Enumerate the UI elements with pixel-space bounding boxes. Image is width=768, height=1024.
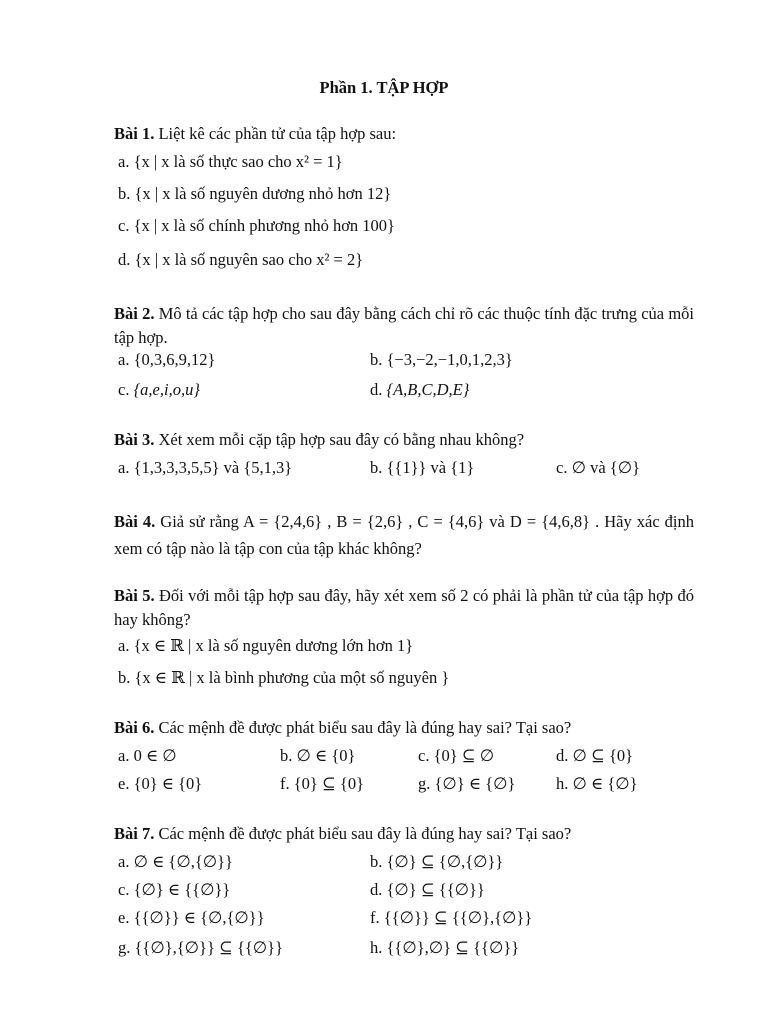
- exercise-1-question: [114, 122, 694, 146]
- exercise-1-item-a-expr: {x | x là số thực sao cho x² = 1}: [133, 152, 343, 171]
- exercise-3: [114, 428, 694, 452]
- exercise-7-item-a: a. ∅ ∈ {∅,{∅}}: [118, 852, 233, 871]
- exercise-1-text: Liệt kê các phần tử của tập hợp sau:: [158, 124, 397, 143]
- exercise-3-text: Xét xem mỗi cặp tập hợp sau đây có bằng nhau không?: [158, 430, 525, 449]
- exercise-1: [114, 122, 694, 146]
- exercise-1-item-b: b. {x | x là số nguyên dương nhỏ hơn 12}: [118, 184, 392, 203]
- exercise-7-item-f: f. {{∅}} ⊆ {{∅},{∅}}: [370, 908, 533, 927]
- exercise-7: [114, 822, 694, 846]
- exercise-5-item-b: b. {x ∈ ℝ | x là bình phương của một số nguyên }: [118, 668, 450, 687]
- exercise-2-question: [114, 302, 694, 350]
- exercise-3-label: Bài 3.: [114, 430, 155, 449]
- exercise-7-item-e: e. {{∅}} ∈ {∅,{∅}}: [118, 908, 265, 927]
- exercise-3-item-b: b. {{1}} và {1}: [370, 458, 475, 477]
- exercise-6-item-a: a. 0 ∈ ∅: [118, 746, 177, 765]
- exercise-1-item-d-expr: {x | x là số nguyên sao cho x² = 2}: [134, 250, 364, 269]
- exercise-1-item-d: d. {x | x là số nguyên sao cho x² = 2}: [118, 250, 364, 269]
- exercise-3-item-a: a. {1,3,3,3,5,5} và {5,1,3}: [118, 458, 293, 477]
- exercise-2-text: Mô tả các tập hợp cho sau đây bằng cách chỉ rõ các thuộc tính đặc trưng của mỗi tập hợp.: [114, 304, 695, 347]
- exercise-6-question: [114, 716, 694, 740]
- exercise-6-item-d: d. ∅ ⊆ {0}: [556, 746, 634, 765]
- exercise-1-item-c: c. {x | x là số chính phương nhỏ hơn 100}: [118, 216, 395, 235]
- exercise-7-item-c: c. {∅} ∈ {{∅}}: [118, 880, 231, 899]
- exercise-5-label: Bài 5.: [114, 586, 155, 605]
- page-title: Phần 1. TẬP HỢP: [319, 78, 449, 97]
- exercise-6-item-h: h. ∅ ∈ {∅}: [556, 774, 638, 793]
- exercise-7-item-h: h. {{∅},∅} ⊆ {{∅}}: [370, 938, 520, 957]
- exercise-2-item-c: c. {a,e,i,o,u}: [118, 380, 200, 399]
- exercise-4-question: [114, 508, 694, 562]
- exercise-1-item-a: a. {x | x là số thực sao cho x² = 1}: [118, 152, 343, 171]
- exercise-4-label: Bài 4.: [114, 512, 156, 531]
- exercise-3-item-c: c. ∅ và {∅}: [556, 458, 640, 477]
- exercise-6-item-c: c. {0} ⊆ ∅: [418, 746, 495, 765]
- exercise-6-label: Bài 6.: [114, 718, 155, 737]
- exercise-2-item-b: b. {−3,−2,−1,0,1,2,3}: [370, 350, 513, 369]
- exercise-7-item-d: d. {∅} ⊆ {{∅}}: [370, 880, 485, 899]
- exercise-2: [114, 302, 694, 350]
- exercise-3-question: [114, 428, 694, 452]
- exercise-6-item-g: g. {∅} ∈ {∅}: [418, 774, 516, 793]
- exercise-5-text: Đối với mỗi tập hợp sau đây, hãy xét xem số 2 có phải là phần tử của tập hợp đó hay không?: [114, 586, 695, 629]
- exercise-5: [114, 584, 694, 632]
- exercise-4: [114, 508, 694, 562]
- exercise-6-item-e: e. {0} ∈ {0}: [118, 774, 203, 793]
- exercise-6-item-b: b. ∅ ∈ {0}: [280, 746, 356, 765]
- exercise-2-item-d: d. {A,B,C,D,E}: [370, 380, 470, 399]
- exercise-5-question: [114, 584, 694, 632]
- exercise-6: [114, 716, 694, 740]
- exercise-7-text: Các mệnh đề được phát biểu sau đây là đúng hay sai? Tại sao?: [158, 824, 572, 843]
- exercise-7-item-b: b. {∅} ⊆ {∅,{∅}}: [370, 852, 504, 871]
- exercise-7-question: [114, 822, 694, 846]
- exercise-7-label: Bài 7.: [114, 824, 155, 843]
- exercise-1-label: Bài 1.: [114, 124, 155, 143]
- exercise-1-item-c-expr: {x | x là số chính phương nhỏ hơn 100}: [133, 216, 395, 235]
- exercise-7-item-g: g. {{∅},{∅}} ⊆ {{∅}}: [118, 938, 284, 957]
- exercise-6-item-f: f. {0} ⊆ {0}: [280, 774, 365, 793]
- exercise-5-item-a: a. {x ∈ ℝ | x là số nguyên dương lớn hơn 1}: [118, 636, 414, 655]
- exercise-6-text: Các mệnh đề được phát biểu sau đây là đúng hay sai? Tại sao?: [158, 718, 572, 737]
- exercise-2-item-a: a. {0,3,6,9,12}: [118, 350, 216, 369]
- exercise-4-text: Giả sử rằng A = {2,4,6} , B = {2,6} , C = {4,6} và D = {4,6,8} . Hãy xác định xem có tập nào là tập con của tập khác không?: [114, 512, 695, 558]
- exercise-2-label: Bài 2.: [114, 304, 155, 323]
- exercise-1-item-b-expr: {x | x là số nguyên dương nhỏ hơn 12}: [134, 184, 392, 203]
